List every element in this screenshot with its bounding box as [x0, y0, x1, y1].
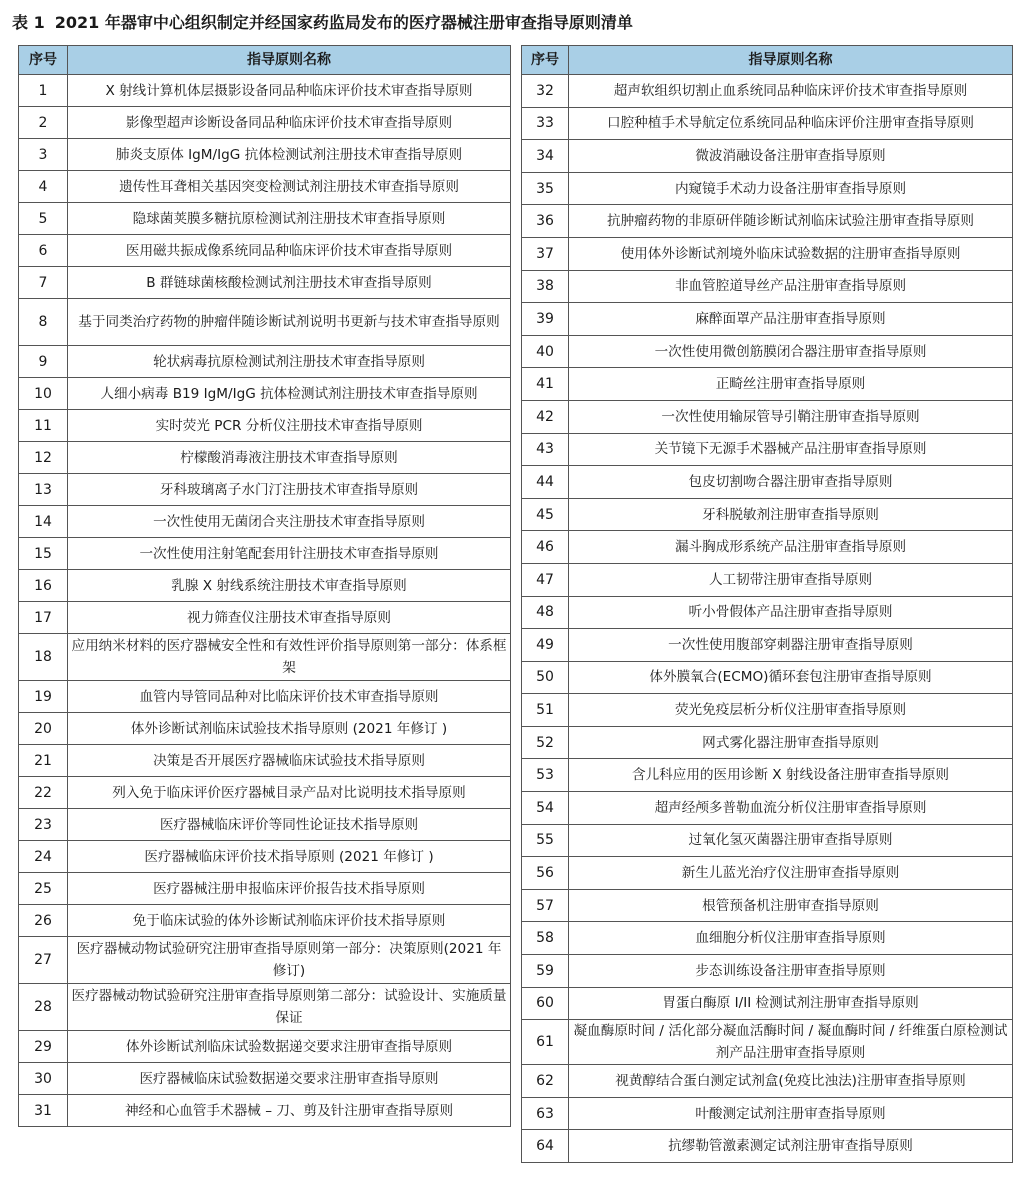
table-row	[522, 400, 1013, 433]
table-row	[522, 629, 1013, 662]
table-row	[522, 726, 1013, 759]
row-number: 25	[19, 873, 68, 905]
header-no: 序号	[19, 46, 68, 75]
table-row	[19, 442, 511, 474]
table-row	[522, 303, 1013, 336]
guideline-name: 关节镜下无源手术器械产品注册审查指导原则	[569, 433, 1013, 466]
guideline-name: 过氧化氢灭菌器注册审查指导原则	[569, 824, 1013, 857]
table-row	[522, 759, 1013, 792]
row-number: 48	[522, 596, 569, 629]
guideline-name: 列入免于临床评价医疗器械目录产品对比说明技术指导原则	[68, 777, 511, 809]
table-row	[522, 694, 1013, 727]
guideline-name: 胃蛋白酶原 I/II 检测试剂注册审查指导原则	[569, 987, 1013, 1020]
row-number: 60	[522, 987, 569, 1020]
guideline-name: 肺炎支原体 IgM/IgG 抗体检测试剂注册技术审查指导原则	[68, 139, 511, 171]
row-number: 23	[19, 809, 68, 841]
row-number: 20	[19, 713, 68, 745]
guideline-name: 医疗器械临床评价等同性论证技术指导原则	[68, 809, 511, 841]
guideline-name: 麻醉面罩产品注册审查指导原则	[569, 303, 1013, 336]
row-number: 24	[19, 841, 68, 873]
row-number: 26	[19, 905, 68, 937]
table-row	[522, 824, 1013, 857]
row-number: 58	[522, 922, 569, 955]
table-row	[19, 634, 511, 681]
row-number: 39	[522, 303, 569, 336]
guideline-name: 医疗器械临床评价技术指导原则 (2021 年修订 )	[68, 841, 511, 873]
guideline-name: 内窥镜手术动力设备注册审查指导原则	[569, 172, 1013, 205]
header-row	[522, 46, 1013, 75]
table-row	[19, 410, 511, 442]
table-row	[522, 1065, 1013, 1098]
guideline-name: 实时荧光 PCR 分析仪注册技术审查指导原则	[68, 410, 511, 442]
guideline-name: 人细小病毒 B19 IgM/IgG 抗体检测试剂注册技术审查指导原则	[68, 378, 511, 410]
guideline-name: 神经和心血管手术器械 – 刀、剪及针注册审查指导原则	[68, 1095, 511, 1127]
row-number: 49	[522, 629, 569, 662]
row-number: 22	[19, 777, 68, 809]
guideline-name: 新生儿蓝光治疗仪注册审查指导原则	[569, 857, 1013, 890]
table-row	[522, 433, 1013, 466]
table-row	[19, 346, 511, 378]
row-number: 31	[19, 1095, 68, 1127]
guideline-name: 影像型超声诊断设备同品种临床评价技术审查指导原则	[68, 107, 511, 139]
guideline-name: 叶酸测定试剂注册审查指导原则	[569, 1097, 1013, 1130]
guideline-name: 基于同类治疗药物的肿瘤伴随诊断试剂说明书更新与技术审查指导原则	[68, 299, 511, 346]
row-number: 21	[19, 745, 68, 777]
table-row	[522, 466, 1013, 499]
row-number: 53	[522, 759, 569, 792]
row-number: 4	[19, 171, 68, 203]
guideline-name: 体外膜氧合(ECMO)循环套包注册审查指导原则	[569, 661, 1013, 694]
guideline-name: 抗缪勒管激素测定试剂注册审查指导原则	[569, 1130, 1013, 1163]
row-number: 13	[19, 474, 68, 506]
table-row	[19, 681, 511, 713]
table-row	[522, 955, 1013, 988]
guideline-name: 一次性使用注射笔配套用针注册技术审查指导原则	[68, 538, 511, 570]
guideline-name: 超声经颅多普勒血流分析仪注册审查指导原则	[569, 792, 1013, 825]
row-number: 55	[522, 824, 569, 857]
row-number: 1	[19, 75, 68, 107]
guideline-name: 应用纳米材料的医疗器械安全性和有效性评价指导原则第一部分：体系框架	[68, 634, 511, 681]
table-row	[522, 531, 1013, 564]
row-number: 47	[522, 563, 569, 596]
table-row	[19, 235, 511, 267]
guideline-name: 乳腺 X 射线系统注册技术审查指导原则	[68, 570, 511, 602]
table-row	[19, 203, 511, 235]
row-number: 64	[522, 1130, 569, 1163]
table-row	[522, 661, 1013, 694]
table-row	[19, 139, 511, 171]
guideline-name: 一次性使用腹部穿刺器注册审查指导原则	[569, 629, 1013, 662]
guideline-name: 一次性使用输尿管导引鞘注册审查指导原则	[569, 400, 1013, 433]
table-row	[19, 267, 511, 299]
guideline-name: 一次性使用无菌闭合夹注册技术审查指导原则	[68, 506, 511, 538]
guideline-name: 视黄醇结合蛋白测定试剂盒(免疫比浊法)注册审查指导原则	[569, 1065, 1013, 1098]
row-number: 33	[522, 107, 569, 140]
guideline-name: 漏斗胸成形系统产品注册审查指导原则	[569, 531, 1013, 564]
guideline-name: 根管预备机注册审查指导原则	[569, 889, 1013, 922]
guideline-name: X 射线计算机体层摄影设备同品种临床评价技术审查指导原则	[68, 75, 511, 107]
table-row	[522, 237, 1013, 270]
guideline-name: 一次性使用微创筋膜闭合器注册审查指导原则	[569, 335, 1013, 368]
guideline-name: 遗传性耳聋相关基因突变检测试剂注册技术审查指导原则	[68, 171, 511, 203]
table-caption	[12, 10, 633, 33]
table-row	[522, 889, 1013, 922]
row-number: 30	[19, 1063, 68, 1095]
table-row	[19, 107, 511, 139]
table-row	[19, 745, 511, 777]
table-row	[522, 563, 1013, 596]
guideline-table-left	[18, 45, 511, 1127]
table-row	[19, 1031, 511, 1063]
row-number: 37	[522, 237, 569, 270]
table-row	[522, 368, 1013, 401]
guideline-name: 隐球菌荚膜多糖抗原检测试剂注册技术审查指导原则	[68, 203, 511, 235]
row-number: 11	[19, 410, 68, 442]
table-row	[522, 1097, 1013, 1130]
row-number: 43	[522, 433, 569, 466]
table-row	[19, 570, 511, 602]
row-number: 14	[19, 506, 68, 538]
row-number: 62	[522, 1065, 569, 1098]
table-row	[19, 777, 511, 809]
table-row	[522, 857, 1013, 890]
table-row	[522, 922, 1013, 955]
table-row	[522, 1020, 1013, 1065]
row-number: 59	[522, 955, 569, 988]
guideline-name: 非血管腔道导丝产品注册审查指导原则	[569, 270, 1013, 303]
guideline-name: 体外诊断试剂临床试验数据递交要求注册审查指导原则	[68, 1031, 511, 1063]
guideline-name: 使用体外诊断试剂境外临床试验数据的注册审查指导原则	[569, 237, 1013, 270]
row-number: 27	[19, 937, 68, 984]
guideline-name: 医用磁共振成像系统同品种临床评价技术审查指导原则	[68, 235, 511, 267]
table-row	[19, 905, 511, 937]
guideline-name: 包皮切割吻合器注册审查指导原则	[569, 466, 1013, 499]
table-row	[19, 713, 511, 745]
guideline-name: 人工韧带注册审查指导原则	[569, 563, 1013, 596]
table-row	[522, 335, 1013, 368]
guideline-name: 口腔种植手术导航定位系统同品种临床评价注册审查指导原则	[569, 107, 1013, 140]
table-row	[522, 596, 1013, 629]
guideline-name: 柠檬酸消毒液注册技术审查指导原则	[68, 442, 511, 474]
guideline-name: 医疗器械动物试验研究注册审查指导原则第二部分：试验设计、实施质量保证	[68, 984, 511, 1031]
table-row	[19, 841, 511, 873]
row-number: 32	[522, 75, 569, 108]
guideline-name: 正畸丝注册审查指导原则	[569, 368, 1013, 401]
table-row	[522, 270, 1013, 303]
table-row	[19, 602, 511, 634]
row-number: 18	[19, 634, 68, 681]
table-label: 表 1	[12, 13, 45, 32]
table-row	[19, 75, 511, 107]
row-number: 38	[522, 270, 569, 303]
guideline-name: 微波消融设备注册审查指导原则	[569, 140, 1013, 173]
guideline-name: 荧光免疫层析分析仪注册审查指导原则	[569, 694, 1013, 727]
table-row	[19, 937, 511, 984]
table-row	[522, 172, 1013, 205]
row-number: 54	[522, 792, 569, 825]
header-name: 指导原则名称	[68, 46, 511, 75]
guideline-name: 决策是否开展医疗器械临床试验技术指导原则	[68, 745, 511, 777]
row-number: 41	[522, 368, 569, 401]
row-number: 2	[19, 107, 68, 139]
row-number: 40	[522, 335, 569, 368]
header-no: 序号	[522, 46, 569, 75]
table-row	[19, 984, 511, 1031]
table-row	[522, 205, 1013, 238]
guideline-name: 医疗器械注册申报临床评价报告技术指导原则	[68, 873, 511, 905]
guideline-name: B 群链球菌核酸检测试剂注册技术审查指导原则	[68, 267, 511, 299]
table-row	[522, 1130, 1013, 1163]
row-number: 34	[522, 140, 569, 173]
row-number: 3	[19, 139, 68, 171]
row-number: 50	[522, 661, 569, 694]
row-number: 51	[522, 694, 569, 727]
table-row	[522, 140, 1013, 173]
table-row	[19, 171, 511, 203]
guideline-table-right	[521, 45, 1013, 1163]
row-number: 17	[19, 602, 68, 634]
guideline-name: 牙科玻璃离子水门汀注册技术审查指导原则	[68, 474, 511, 506]
table-row	[19, 538, 511, 570]
header-name: 指导原则名称	[569, 46, 1013, 75]
guideline-name: 听小骨假体产品注册审查指导原则	[569, 596, 1013, 629]
row-number: 19	[19, 681, 68, 713]
row-number: 9	[19, 346, 68, 378]
table-row	[19, 809, 511, 841]
table-row	[19, 506, 511, 538]
row-number: 61	[522, 1020, 569, 1065]
row-number: 52	[522, 726, 569, 759]
table-row	[19, 299, 511, 346]
guideline-name: 凝血酶原时间 / 活化部分凝血活酶时间 / 凝血酶时间 / 纤维蛋白原检测试剂产品注册审查指导原则	[569, 1020, 1013, 1065]
row-number: 45	[522, 498, 569, 531]
guideline-name: 牙科脱敏剂注册审查指导原则	[569, 498, 1013, 531]
row-number: 10	[19, 378, 68, 410]
guideline-name: 血管内导管同品种对比临床评价技术审查指导原则	[68, 681, 511, 713]
guideline-name: 医疗器械动物试验研究注册审查指导原则第一部分：决策原则(2021 年修订)	[68, 937, 511, 984]
guideline-name: 含儿科应用的医用诊断 X 射线设备注册审查指导原则	[569, 759, 1013, 792]
row-number: 5	[19, 203, 68, 235]
row-number: 42	[522, 400, 569, 433]
row-number: 29	[19, 1031, 68, 1063]
guideline-name: 网式雾化器注册审查指导原则	[569, 726, 1013, 759]
table-row	[522, 107, 1013, 140]
row-number: 15	[19, 538, 68, 570]
row-number: 44	[522, 466, 569, 499]
header-row	[19, 46, 511, 75]
table-row	[19, 873, 511, 905]
row-number: 6	[19, 235, 68, 267]
table-row	[522, 987, 1013, 1020]
table-row	[522, 792, 1013, 825]
row-number: 35	[522, 172, 569, 205]
table-row	[19, 1095, 511, 1127]
guideline-name: 轮状病毒抗原检测试剂注册技术审查指导原则	[68, 346, 511, 378]
row-number: 63	[522, 1097, 569, 1130]
row-number: 7	[19, 267, 68, 299]
row-number: 56	[522, 857, 569, 890]
table-row	[522, 75, 1013, 108]
table-row	[19, 474, 511, 506]
guideline-name: 体外诊断试剂临床试验技术指导原则 (2021 年修订 )	[68, 713, 511, 745]
table-title: 2021 年器审中心组织制定并经国家药监局发布的医疗器械注册审查指导原则清单	[54, 13, 633, 32]
row-number: 36	[522, 205, 569, 238]
guideline-name: 免于临床试验的体外诊断试剂临床评价技术指导原则	[68, 905, 511, 937]
row-number: 16	[19, 570, 68, 602]
row-number: 46	[522, 531, 569, 564]
row-number: 57	[522, 889, 569, 922]
row-number: 28	[19, 984, 68, 1031]
table-row	[19, 1063, 511, 1095]
row-number: 8	[19, 299, 68, 346]
guideline-name: 步态训练设备注册审查指导原则	[569, 955, 1013, 988]
row-number: 12	[19, 442, 68, 474]
guideline-name: 抗肿瘤药物的非原研伴随诊断试剂临床试验注册审查指导原则	[569, 205, 1013, 238]
table-row	[19, 378, 511, 410]
table-row	[522, 498, 1013, 531]
guideline-name: 超声软组织切割止血系统同品种临床评价技术审查指导原则	[569, 75, 1013, 108]
guideline-name: 医疗器械临床试验数据递交要求注册审查指导原则	[68, 1063, 511, 1095]
guideline-name: 血细胞分析仪注册审查指导原则	[569, 922, 1013, 955]
guideline-name: 视力筛查仪注册技术审查指导原则	[68, 602, 511, 634]
